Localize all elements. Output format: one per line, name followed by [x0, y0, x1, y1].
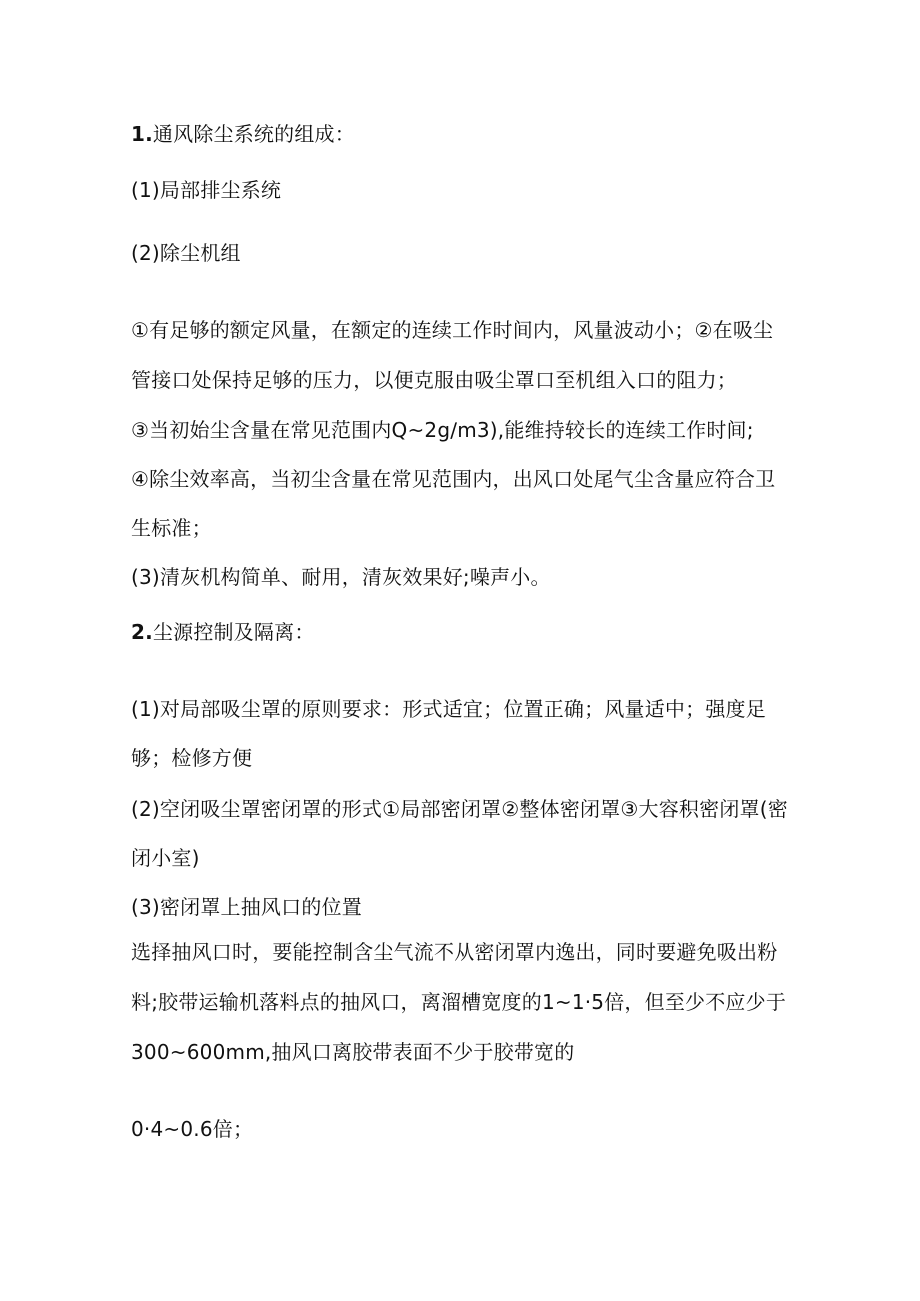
- item-2-2-line: 闭小室): [131, 846, 200, 870]
- item-1-2: (2)除尘机组: [131, 241, 241, 265]
- section-2-number: 2.: [131, 620, 153, 644]
- paragraph-1-line: 管接口处保持足够的压力，以便克服由吸尘罩口至机组入口的阻力；: [131, 368, 737, 392]
- section-1-title: 通风除尘系统的组成：: [152, 122, 355, 146]
- item-2-1-line: 够；检修方便: [131, 746, 253, 770]
- paragraph-2-line: 300~600mm,抽风口离胶带表面不少于胶带宽的: [131, 1040, 575, 1064]
- paragraph-1-line: ①有足够的额定风量，在额定的连续工作时间内，风量波动小；②在吸尘: [131, 318, 774, 342]
- item-2-1-line: (1)对局部吸尘罩的原则要求：形式适宜；位置正确；风量适中；强度足: [131, 697, 766, 721]
- paragraph-2-line: 选择抽风口时，要能控制含尘气流不从密闭罩内逸出，同时要避免吸出粉: [131, 940, 778, 964]
- section-2-heading: [131, 620, 315, 644]
- section-1-number: 1.: [131, 122, 153, 146]
- item-1-3: (3)清灰机构简单、耐用，清灰效果好;噪声小。: [131, 565, 551, 589]
- section-1-heading: [131, 122, 355, 146]
- item-2-2-line: (2)空闭吸尘罩密闭罩的形式①局部密闭罩②整体密闭罩③大容积密闭罩(密: [131, 797, 788, 821]
- paragraph-1-line: 生标准；: [131, 516, 212, 540]
- paragraph-2-line: 0·4~0.6倍；: [131, 1117, 254, 1141]
- section-2-title: 尘源控制及隔离：: [152, 620, 315, 644]
- item-1-1: (1)局部排尘系统: [131, 178, 282, 202]
- paragraph-2-line: 料;胶带运输机落料点的抽风口，离溜槽宽度的1~1·5倍，但至少不应少于: [131, 990, 787, 1014]
- item-2-3: (3)密闭罩上抽风口的位置: [131, 895, 362, 919]
- paragraph-1-line: ④除尘效率高，当初尘含量在常见范围内，出风口处尾气尘含量应符合卫: [131, 467, 776, 491]
- paragraph-1-line: ③当初始尘含量在常见范围内Q~2g∕m3),能维持较长的连续工作时间;: [131, 418, 754, 442]
